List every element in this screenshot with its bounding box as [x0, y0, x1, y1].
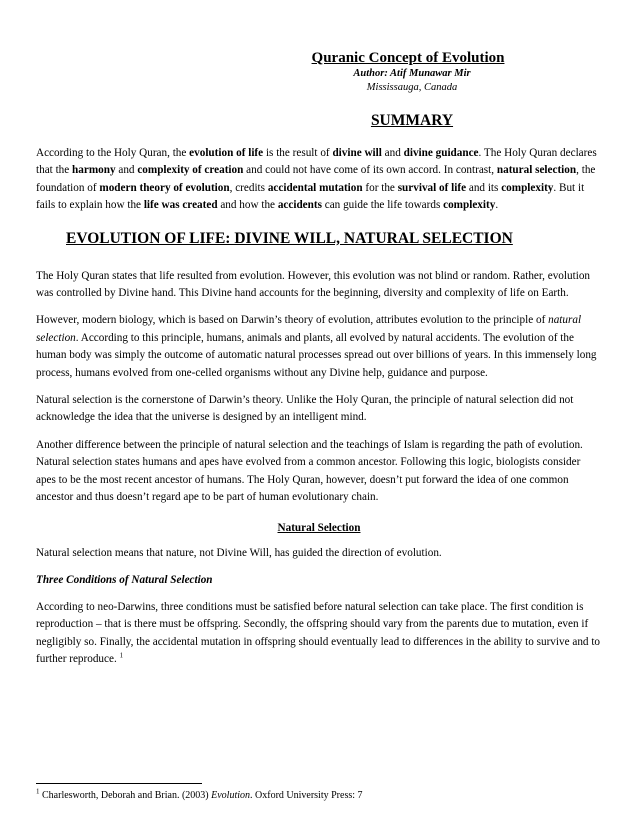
bold-term: harmony — [72, 164, 116, 177]
bold-term: accidental mutation — [267, 181, 363, 194]
author-line: Author: Atif Munawar Mir — [353, 68, 471, 79]
paragraph-text: and how the — [217, 199, 278, 212]
paragraph-text: , credits — [229, 181, 268, 194]
paragraph-text: and — [381, 147, 404, 159]
bold-term: complexity — [443, 199, 496, 212]
paragraph-text: and — [115, 164, 138, 177]
document-page — [36, 50, 602, 669]
paragraph-text: and could not have come of its own accord. In contrast, — [243, 164, 497, 177]
footnote-number: 1 — [36, 787, 40, 796]
body-paragraph: The Holy Quran states that life resulted from evolution. However, this evolution was not blind or random. Rather, evolution was controlled by Divine hand. This Divine hand accounts for the beginning, diversity and complexity of life on Earth. — [36, 269, 591, 300]
three-conditions-heading: Three Conditions of Natural Selection — [36, 573, 213, 586]
paragraph-text: According to the Holy Quran, the — [36, 147, 190, 159]
bold-term: natural selection — [496, 164, 577, 177]
location-line: Mississauga, Canada — [366, 82, 458, 93]
summary-heading: SUMMARY — [370, 112, 454, 129]
natural-selection-heading: Natural Selection — [277, 521, 361, 534]
paragraph-text: However, modern biology, which is based on Darwin’s theory of evolution, attributes evolution to the principle of — [36, 314, 549, 327]
footnote — [36, 789, 363, 802]
bold-term: modern theory of evolution — [99, 181, 230, 194]
document-title: Quranic Concept of Evolution — [311, 50, 505, 66]
footnote-italic: Evolution — [211, 790, 251, 801]
paragraph-text: . The Holy Quran declares that the — [36, 147, 597, 177]
body-paragraph — [36, 599, 602, 669]
body-paragraph: Another difference between the principle of natural selection and the teachings of Islam is regarding the path of evolution. Natural selection states humans and apes have evolved from a common ancestor. Following this logic, biologists consider apes to be the most recent ancestor of humans. The Holy Quran, however, doesn’t put forward the idea of one common ancestor and thus doesn’t regard ape to be part of human evolutionary chain. — [36, 438, 583, 504]
bold-term: complexity — [501, 181, 554, 194]
paragraph-text: and its — [466, 181, 502, 194]
bold-term: evolution of life — [189, 147, 264, 159]
paragraph-text: . — [495, 199, 499, 212]
footnote-divider — [36, 783, 202, 784]
bold-term: complexity of creation — [137, 164, 244, 177]
bold-term: accidents — [277, 199, 322, 212]
paragraph-text: . But it fails to explain how the — [36, 181, 585, 212]
paragraph-text: , the foundation of — [36, 164, 596, 194]
footnote-text: . Oxford University Press: 7 — [250, 790, 363, 801]
bold-term: survival of life — [397, 181, 467, 194]
footnote-reference[interactable]: 1 — [119, 651, 124, 660]
bold-term: life was created — [143, 199, 218, 212]
body-paragraph: Natural selection is the cornerstone of Darwin’s theory. Unlike the Holy Quran, the principle of natural selection did not acknowledge the idea that the universe is designed by an intelligent mind. — [36, 394, 574, 424]
body-paragraph — [36, 312, 602, 382]
paragraph-text: can guide the life towards — [321, 199, 444, 212]
summary-paragraph — [36, 145, 602, 215]
paragraph-text: . According to this principle, humans, animals and plants, all evolved by natural accidents. The evolution of the human body was simply the outcome of automatic natural processes spread out over billions of years. In this immensely long process, humans evolved from one-celled organisms without any Divine help, guidance and purpose. — [36, 331, 597, 379]
body-paragraph: Natural selection means that nature, not Divine Will, has guided the direction of evolution. — [36, 546, 442, 559]
paragraph-text: is the result of — [263, 147, 333, 159]
paragraph-text: for the — [362, 181, 398, 194]
italic-term: natural selection — [36, 314, 582, 344]
bold-term: divine guidance — [403, 147, 479, 159]
paragraph-text: According to neo-Darwins, three conditions must be satisfied before natural selection can take place. The first condition is reproduction – that is there must be offspring. Secondly, the offspring should vary from the parents due to mutation, even if negligibly so. Finally, the accidental mutation in offspring should eventually lead to differences in the ability to survive and to further reproduce. — [36, 600, 601, 666]
section-heading: EVOLUTION OF LIFE: DIVINE WILL, NATURAL SELECTION — [66, 229, 513, 247]
footnote-text: Charlesworth, Deborah and Brian. (2003) — [39, 790, 212, 801]
bold-term: divine will — [332, 147, 382, 159]
